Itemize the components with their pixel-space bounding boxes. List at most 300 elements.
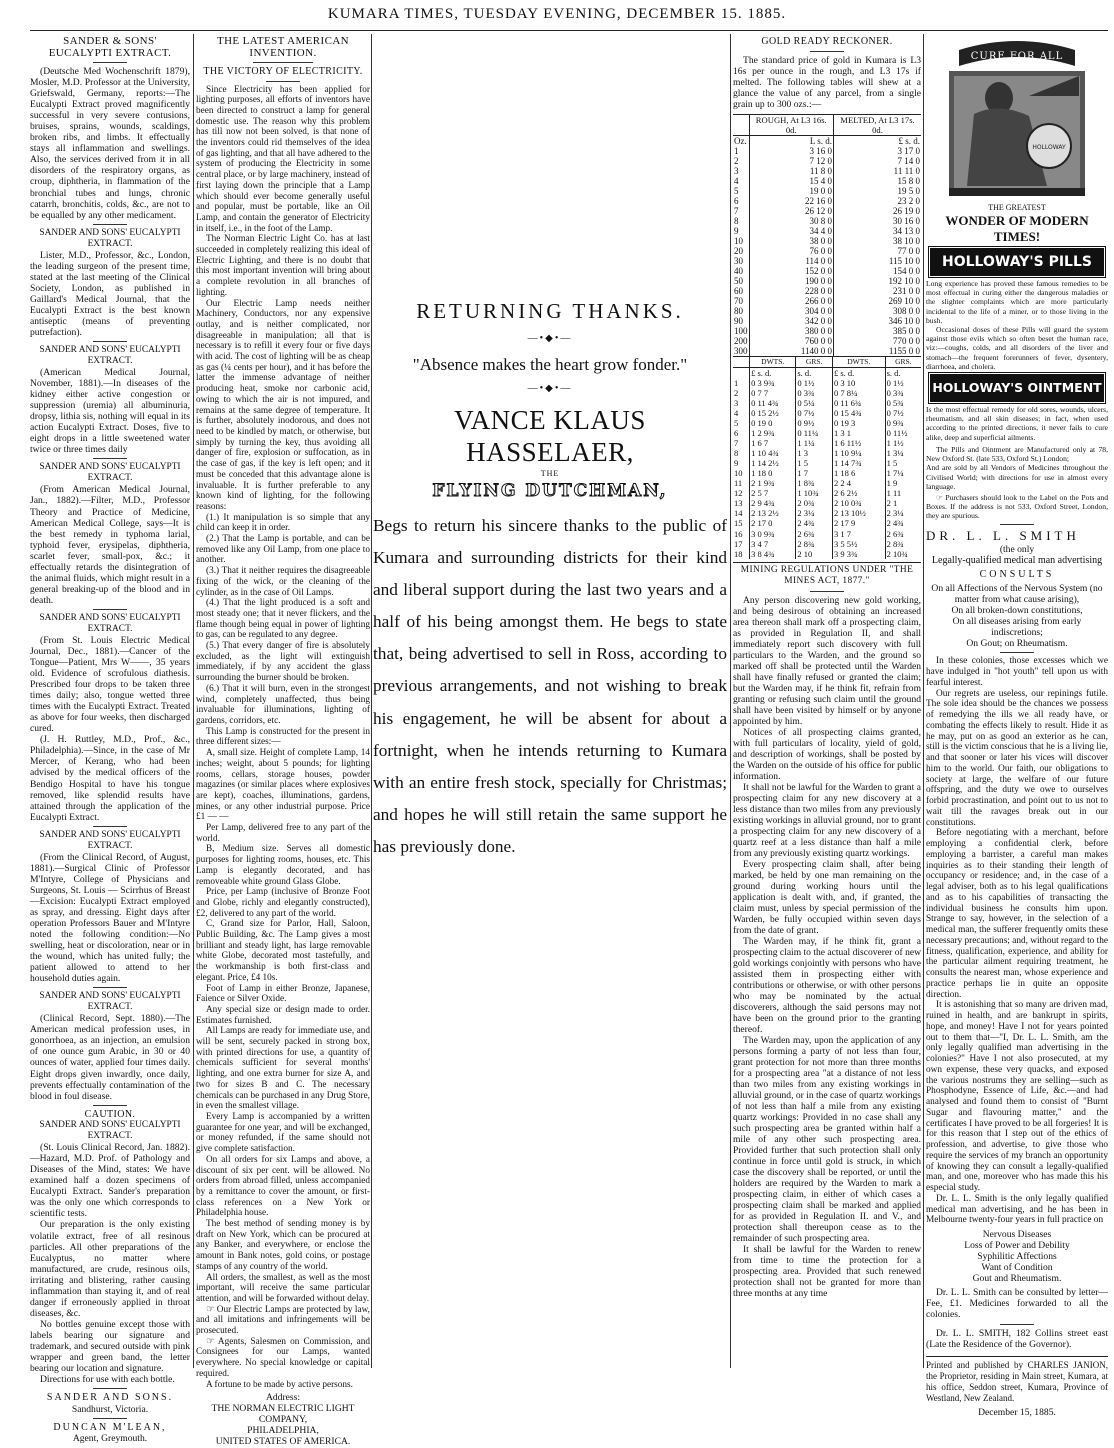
table-header (733, 356, 750, 367)
condition-item: Want of Condition (981, 1262, 1053, 1274)
value-cell: 1 14 2½ (750, 458, 796, 468)
oz-cell: 6 (734, 195, 739, 206)
dwt-cell: 13 (734, 498, 743, 509)
section-title: SANDER AND SONS' EUCALYPTI EXTRACT. (39, 612, 181, 634)
ornament-divider: —•◆•— (527, 383, 573, 394)
table-header (733, 367, 750, 378)
value-cell: 2 10¾ (885, 549, 921, 559)
value-cell: 1 5 (796, 458, 833, 468)
lamp-paragraph: This Lamp is constructed for the present in three different sizes:— (196, 726, 370, 748)
lamp-paragraph: Price, per Lamp (inclusive of Bronze Foot and Globe, richly and elegantly constructed), £2, delivered to any part of the world. (196, 887, 370, 919)
regulation-paragraph: Notices of all prospecting claims granted, with full particulars of locality, yield of gold, and description of workings, shall be posted by the Warden on the outside of his office for public information. (733, 726, 921, 782)
value-cell: 0 11 4¾ (750, 398, 796, 408)
oz-cell: 20 (734, 245, 743, 256)
rough-cell: 3 16 0 (749, 146, 834, 156)
section-text: (From St. Louis Electric Medical Journal, Dec., 1881).—Cancer of the Tongue—Patient, Mrs W——, 35 years old. Evidence of scrofulous diathesis. Prescribed four drops to be taken three times daily; also, tongue wetted three times with the Eucalypti Extract. Treated as above for four weeks, then discharged cured. (30, 634, 190, 735)
dwt-cell: 2 (734, 387, 739, 398)
table-row (733, 166, 921, 176)
oz-cell: 1 (734, 145, 739, 156)
lamp-subtitle: THE VICTORY OF ELECTRICITY. (203, 66, 363, 77)
oz-cell: 60 (734, 285, 743, 296)
rough-cell: 380 0 0 (749, 326, 834, 336)
consults-heading: CONSULTS (979, 568, 1055, 580)
value-cell: 0 15 2½ (750, 408, 796, 418)
rough-cell: 38 0 0 (749, 236, 834, 246)
value-cell: 0 19 0 (750, 418, 796, 428)
the-greatest: THE GREATEST (988, 203, 1046, 212)
lamp-paragraph: A fortune to be made by active persons. (206, 1379, 353, 1390)
firm-name: SANDER AND SONS. (46, 1392, 174, 1404)
consult-line: On all diseases arising from early indiscretions; (952, 616, 1082, 639)
thanks-quote: "Absence makes the heart grow fonder." (412, 355, 688, 374)
dwt-cell: 16 (734, 528, 743, 539)
melted-cell: 23 2 0 (834, 196, 922, 206)
table-header: GRS. (885, 356, 921, 367)
value-cell: 1 5 (885, 458, 921, 468)
column-electric-lamp (196, 35, 370, 1448)
value-cell: 2 1 (885, 498, 921, 508)
value-cell: 0 7½ (796, 408, 833, 418)
value-cell: 2 4¾ (885, 518, 921, 528)
regulation-paragraph: Every prospecting claim shall, after being marked, be held by one man remaining on the ground during working hours until the application is dealt with, and, if granted, the claim must, unless by special permission of the Warden, be fully occupied within seven days from the date of grant. (733, 858, 921, 936)
dwt-cell: 1 (734, 377, 739, 388)
rough-cell: 190 0 0 (749, 276, 834, 286)
divider (93, 609, 127, 610)
value-cell: 2 17 0 (750, 518, 796, 528)
value-cell: 2 9 4¾ (750, 498, 796, 508)
value-cell: 2 13 2½ (750, 508, 796, 518)
melted-cell: 154 0 0 (834, 266, 922, 276)
caution-paragraph: No bottles genuine except those with labels bearing our signature and trademark, and secured outside with pink wrapper and green band, the letter bearing our location and signature. (30, 1318, 190, 1375)
value-cell: 1 2 9¾ (750, 428, 796, 438)
table-row (733, 458, 921, 468)
table-row (733, 266, 921, 276)
section-text: (Clinical Record, Sept. 1880).—The American medical profession uses, in gonorrhoea, as an injection, an emulsion of one ounce gum Arabic, in 30 or 40 ounces of water, applied four times daily. Eight drops given inwardly, once daily, prevents effectually contamination of the blood in foul disease. (30, 1013, 190, 1102)
lamp-paragraph: B, Medium size. Serves all domestic purposes for lighting rooms, houses, etc. This Lamp is elegantly decorated, and has removeable white ground Glass Globe. (196, 844, 370, 887)
table-row (733, 346, 921, 356)
divider (266, 81, 300, 82)
oz-cell: 8 (734, 215, 739, 226)
cure-for-all-banner: CURE FOR ALL (970, 51, 1064, 62)
value-cell: 1 3 (796, 448, 833, 458)
value-cell: 0 19 3 (832, 418, 885, 428)
ornament-divider: —•◆•— (527, 333, 573, 344)
section-title: SANDER AND SONS' EUCALYPTI EXTRACT. (39, 345, 181, 367)
ounces-table (733, 114, 921, 356)
table-row (733, 468, 921, 478)
value-cell: 2 5 7 (750, 488, 796, 498)
table-row (733, 438, 921, 448)
eucalypti-paragraph: (Deutsche Med Wochenschrift 1879), Mosler, M.D. Professor at the University, Griefswald, Germany, reports:—The Eucalypti Extract proved magnificently successful in very severe contusions, bruises, sprains, wounds, scaldings, broken ribs, and limbs. It effectually stays all inflammation and swellings. Also, the services derived from it in all disorders of the respiratory organs, as croup, diphtheria, in flammation of the bronchial tubes and lungs, chronic catarrh, bronchitis, colds, &c., are not to be equalled by any other medicament. (30, 66, 190, 221)
value-cell: 2 8¾ (885, 539, 921, 549)
value-cell: 1 18 6 (832, 468, 885, 478)
lsd-header: L s. d. (749, 135, 834, 146)
value-cell: 0 1½ (885, 378, 921, 388)
table-row (733, 196, 921, 206)
value-cell: 0 3¾ (796, 388, 833, 398)
divider (1000, 524, 1034, 525)
lamp-paragraph: Per Lamp, delivered free to any part of the world. (196, 823, 370, 844)
table-header: DWTS. (750, 356, 796, 367)
condition-item: Loss of Power and Debility (964, 1240, 1070, 1252)
melted-cell: 3 17 0 (834, 146, 922, 156)
melted-cell: 30 16 0 (834, 216, 922, 226)
lamp-paragraph: Since Electricity has been applied for lighting purposes, all efforts of inventors have been directed to construct a lamp for general domestic use. The reason why this problem has till now not been solved, is that none of the inventors could rid themselves of the idea of gas lighting, and that all have adhered to the system of producing the Electricity in some central place, or by large machinery, instead of first laying down the principle that a Lamp which should ever become generally useful and popular, must be portable, like an Oil Lamp, and contain the generator of Electricity in itself, i.e., in the foot of the Lamp. (196, 84, 370, 234)
rough-cell: 342 0 0 (749, 316, 834, 326)
table-row (733, 408, 921, 418)
divider (810, 51, 844, 52)
column-eucalypti (30, 35, 190, 1445)
caution-title: SANDER AND SONS' EUCALYPTI EXTRACT. (39, 1120, 181, 1142)
holloways-pills-banner: HOLLOWAY'S PILLS (930, 248, 1104, 276)
value-cell: 2 13 10½ (832, 508, 885, 518)
column-divider (193, 34, 194, 1368)
value-cell: 1 6 11½ (832, 438, 885, 448)
masthead: KUMARA TIMES, TUESDAY EVENING, DECEMBER 15. 1885. (327, 6, 787, 22)
value-cell: 1 18 0 (750, 468, 796, 478)
value-cell: 2 6¾ (885, 529, 921, 539)
conditions-list (926, 1229, 1108, 1284)
value-cell: 1 3 1 (832, 428, 885, 438)
value-cell: 1 14 7¾ (832, 458, 885, 468)
value-cell: 1 10 9¼ (832, 448, 885, 458)
dwt-cell: 3 (734, 397, 739, 408)
reckoner-intro: The standard price of gold in Kumara is L3 16s per ounce in the rough, and L3 17s if melted. The following tables will shew at a glance the value of any parcel, from a single grain up to 300 ozs.:— (733, 54, 921, 110)
value-cell: 1 8¾ (796, 478, 833, 488)
value-cell: 2 10 0¾ (832, 498, 885, 508)
holloway-logo-illustration (929, 36, 1105, 201)
oz-cell: 2 (734, 155, 739, 166)
condition-item: Gout and Rheumatism. (972, 1273, 1062, 1285)
lamp-title: THE LATEST AMERICAN INVENTION. (216, 35, 350, 59)
value-cell: 3 5 5½ (832, 539, 885, 549)
caution-heading: CAUTION. (84, 1108, 136, 1120)
lamp-paragraph: A, small size. Height of complete Lamp, 14 inches; weight, about 5 pounds; for lighting rooms, cellars, storage houses, powder magazines (or similar places where explosives are kept), coaches, illuminations, gardens, mines, or any other industrial purpose. Price £1 — — (196, 748, 370, 823)
caution-paragraph: (St. Louis Clinical Record, Jan. 1882).—Hazard, M.D. Prof. of Pathology and Diseases of the Mind, states: We have examined half a dozen specimens of Eucalypti Extract. Sander's preparation was the only one which corresponds to scientific tests. (30, 1142, 190, 1220)
lamp-paragraph: The Norman Electric Light Co. has at last succeeded in completely realizing this ideal of Electric Lighting, and there is no doubt that this most important invention will bring about a complete revolution in all branches of lighting. (196, 234, 370, 298)
rough-cell: 304 0 0 (749, 306, 834, 316)
rough-header: ROUGH, At L3 16s. 0d. (749, 114, 834, 135)
rough-cell: 76 0 0 (749, 246, 834, 256)
sold-notice: And are sold by all Vendors of Medicines throughout the Civilised World; with directions for use in almost every language. (926, 463, 1108, 491)
eucalypti-intro (30, 66, 190, 221)
divider (93, 1105, 127, 1106)
consult-line: On Gout; on Rheumatism. (966, 638, 1068, 650)
melted-cell: 115 10 0 (834, 256, 922, 266)
condition-item: Nervous Diseases (982, 1229, 1052, 1241)
regulation-paragraph: The Warden may, if he think fit, grant a prospecting claim to the actual discoverer of new gold workings conjointly with persons who have assisted them in prospecting either with contributions or otherwise, or with other persons who may be nominated by the actual discoverers, although the said persons may not have been on the ground prior to the granting thereof. (733, 935, 921, 1035)
regulation-paragraph: It shall be lawful for the Warden to renew from time to time the protection for a prospecting area. Provided that such renewed protection shall not be granted for more than three months at any time (733, 1243, 921, 1299)
agent-name: DUNCAN M'LEAN, (53, 1421, 167, 1433)
lamp-paragraph: (6.) That it will burn, even in the strongest wind, completely unaffected, thus being invaluable for illuminations, lighting of gardens, corridors, etc. (196, 683, 370, 726)
table-row (733, 226, 921, 236)
oz-cell: 50 (734, 275, 743, 286)
table-subheader: £ s. d. (750, 367, 796, 378)
rough-cell: 266 0 0 (749, 296, 834, 306)
divider (93, 62, 127, 63)
the-label: THE (540, 469, 560, 478)
table-row (733, 529, 921, 539)
divider (93, 458, 127, 459)
value-cell: 2 6 2½ (832, 488, 885, 498)
divider (93, 1388, 127, 1389)
dwt-cell: 5 (734, 418, 739, 429)
oz-cell: 10 (734, 235, 743, 246)
value-cell: 0 1½ (796, 378, 833, 388)
table-row (733, 276, 921, 286)
lamp-paragraph: On all orders for six Lamps and above, a discount of six per cent. will be allowed. No orders from abroad filled, unless accompanied by a remittance to cover the amount, or first-class references on a New York or Philadelphia house. (196, 1154, 370, 1219)
condition-item: Syphilitic Affections (977, 1251, 1057, 1263)
mining-title: MINING REGULATIONS UNDER "THE MINES ACT, 1877." (733, 562, 921, 588)
value-cell: 0 3 9¾ (750, 378, 796, 388)
table-header: GRS. (796, 356, 833, 367)
value-cell: 1 6 7 (750, 438, 796, 448)
table-subheader: s. d. (796, 367, 833, 378)
value-cell: 0 11 6¾ (832, 398, 885, 408)
merchant-nickname: FLYING DUTCHMAN, (432, 481, 668, 501)
table-row (733, 186, 921, 196)
value-cell: 3 8 4¾ (750, 549, 796, 559)
table-row (733, 488, 921, 498)
table-row (733, 176, 921, 186)
rough-cell: 15 4 0 (749, 176, 834, 186)
value-cell: 0 7 7 (750, 388, 796, 398)
wonder-headline: WONDER OF MODERN TIMES! (945, 213, 1089, 245)
melted-cell: 15 8 0 (834, 176, 922, 186)
merchant-name: VANCE KLAUS HASSELAER, (454, 405, 646, 467)
dwt-cell: 12 (734, 488, 743, 499)
dwt-cell: 7 (734, 438, 739, 449)
oz-cell: 90 (734, 315, 743, 326)
oz-cell: 70 (734, 295, 743, 306)
firm-location: Sandhurst, Victoria. (71, 1403, 149, 1415)
dwt-cell: 11 (734, 478, 743, 489)
purchasers-notice: ☞ Purchasers should look to the Label on the Pots and Boxes. If the address is not 533, Oxford Street, London, they are spurious. (926, 492, 1108, 521)
lamp-paragraph: Any special size or design made to order. Estimates furnished. (196, 1004, 370, 1026)
table-row (733, 508, 921, 518)
melted-cell: 34 13 0 (834, 226, 922, 236)
value-cell: 0 5¾ (885, 398, 921, 408)
value-cell: 0 9½ (796, 418, 833, 428)
melted-cell: 385 0 0 (834, 326, 922, 336)
eucalypti-sections (30, 224, 190, 1102)
fee-notice: Dr. L. L. Smith can be consulted by letter—Fee, £1. Medicines forwarded to all the colonies. (926, 1287, 1108, 1321)
dr-smith-paragraph: It is astonishing that so many are driven mad, ruined in health, and are bankrupt in spirits, hope, and money! Have I not for years pointed out to them that—"I, Dr. L. L. Smith, am the only legally qualified man advertising in the colonies?" Have I not also prosecuted, at my own expense, these very quacks, and exposed the various nostrums they are selling—such as Phosphodyne, Essence of Life, &c.—and had analysed and found them to consist of "Burnt Sugar and flavouring matter," and the certificates I have proved to be all forgeries! It is for this reason that I step out of the ethics of profession, and advertise, to give those who require the services of my branch an opportunity of knowing they can consult a legally-qualified man, and one, moreover who has made this his especial study. (926, 1000, 1108, 1194)
table-row (733, 286, 921, 296)
table-row (733, 156, 921, 166)
dr-smith-title: DR. L. L. SMITH (926, 527, 1080, 543)
lamp-paragraph: ☞ Agents, Salesmen on Commission, and Consignees for our Lamps, wanted everywhere. No special knowledge or capital required. (196, 1336, 370, 1379)
melted-cell: 19 5 0 (834, 186, 922, 196)
table-row (733, 296, 921, 306)
table-row (733, 246, 921, 256)
dwt-cell: 9 (734, 458, 739, 469)
value-cell: 2 3¼ (885, 508, 921, 518)
lamp-paragraph: ☞ Our Electric Lamps are protected by law, and all imitations and infringements will be prosecuted. (196, 1304, 370, 1337)
column-divider (730, 34, 731, 1368)
issue-date: December 15, 1885. (978, 1406, 1056, 1418)
divider (93, 1418, 127, 1419)
address-line: PHILADELPHIA, (247, 1425, 319, 1437)
lamp-paragraph: (5.) That every danger of fire is absolutely excluded, as the light will extinguish immediately, if by any accident the glass surrounding the burner should be broken. (196, 641, 370, 684)
holloway-seal-text: HOLLOWAY (1032, 144, 1066, 151)
mining-regulations (733, 595, 921, 1299)
lamp-paragraph: (3.) That it neither requires the disagreeable fixing of the wick, or the cleaning of the cylinder, as in the case of Oil Lamps. (196, 566, 370, 598)
dwts-table (733, 356, 921, 559)
table-row (733, 418, 921, 428)
dwt-cell: 6 (734, 428, 739, 439)
rough-cell: 760 0 0 (749, 336, 834, 346)
table-row (733, 539, 921, 549)
rough-cell: 152 0 0 (749, 266, 834, 276)
agent-location: Agent, Greymouth. (72, 1433, 148, 1445)
thanks-title: RETURNING THANKS. (416, 299, 684, 323)
value-cell: 3 9 3¾ (832, 549, 885, 559)
value-cell: 1 10 4¾ (750, 448, 796, 458)
pills-description-2: Occasional doses of these Pills will guard the system against those evils which so often beset the human race, viz:—coughs, colds, and all disorders of the liver and stomach—the frequent forerunners of fever, dysentery, diarrhoea, and cholera. (926, 325, 1108, 371)
melted-cell: 1155 0 0 (834, 346, 922, 356)
melted-header: MELTED, At L3 17s. 0d. (834, 114, 922, 135)
rough-cell: 114 0 0 (749, 256, 834, 266)
section-text: (American Medical Journal, November, 1881).—In diseases of the kidney either active congestion or suppression (uremia) all albuminuria, dropsy, lithia sis, nothing will equal in its action Eucalypti Extract. Doses, five to eight drops in a little sweetened water twice or three times daily (30, 367, 190, 456)
address-label: Address: (265, 1392, 301, 1404)
top-rule (30, 30, 1108, 31)
value-cell: 2 3¼ (796, 508, 833, 518)
table-row (733, 146, 921, 156)
rough-cell: 1140 0 0 (749, 346, 834, 356)
value-cell: 0 3 10 (832, 378, 885, 388)
value-cell: 2 17 9 (832, 518, 885, 528)
oz-header: Oz. (734, 135, 747, 146)
dr-smith-subtitle: (the only (999, 543, 1035, 555)
section-text: Lister, M.D., Professor, &c., London, the leading surgeon of the present time, stated at the last meeting of the Clinical Society, London, as published in Gaillard's Medical Journal, that the Eucalypti Extract is the best known antiseptic (means of preventing putrefaction). (30, 249, 190, 338)
value-cell: 1 11 (885, 488, 921, 498)
table-row (733, 236, 921, 246)
divider (93, 224, 127, 225)
value-cell: 3 1 7 (832, 529, 885, 539)
thanks-body: Begs to return his sincere thanks to the public of Kumara and surrounding districts for their kind and liberal support during the last two years and a half of his being amongst them. He begs to state that, being advertised to sell in Ross, according to previous arrangements, and not wishing to break his engagement, he will be absent for about a fortnight, when he intends returning to Kumara with an entire fresh stock, specially for Christmas; and hopes he will still retain the same support he has previously done. (373, 516, 727, 856)
consult-list (926, 583, 1108, 649)
dr-smith-subtitle-2: Legally-qualified medical man advertising (931, 554, 1103, 566)
value-cell: 2 10 (796, 549, 833, 559)
value-cell: 0 7 8¼ (832, 388, 885, 398)
column-returning-thanks (373, 36, 727, 1366)
divider (1000, 652, 1034, 653)
value-cell: 1 1¼ (796, 438, 833, 448)
column-divider (923, 34, 924, 1368)
rough-cell: 30 8 0 (749, 216, 834, 226)
divider (810, 591, 844, 592)
lsd-header: £ s. d. (834, 135, 922, 146)
table-row (733, 448, 921, 458)
column-gold-reckoner (733, 36, 921, 1366)
table-row (733, 549, 921, 559)
oz-cell: 3 (734, 165, 739, 176)
divider (93, 987, 127, 988)
consult-line: On all Affections of the Nervous System (no matter from what cause arising), (931, 583, 1103, 606)
ointment-description: Is the most effectual remedy for old sores, wounds, ulcers, rheumatism, and all skin diseases; in fact, when used according to the printed directions, it never fails to cure alike, deep and superficial ailments. (926, 405, 1108, 442)
lamp-paragraph: C, Grand size for Parlor, Hall, Saloon, Public Building, &c. The Lamp gives a most brilliant and steady light, has large removable white Globe, decorated most tastefully, and the workmanship is both first-class and elegant. Price, £4 10s. (196, 919, 370, 983)
dr-smith-paragraph: Dr. L. L. Smith is the only legally qualified medical man advertising, and he has been in Melbourne twenty-four years in full practice on (926, 1193, 1108, 1226)
regulation-paragraph: Any person discovering new gold working, and being desirous of obtaining an increased area thereon shall mark off a prospecting claim, as provided in Regulation II, and shall immediately report such discovery with full particulars to the Warden, and the ground so marked off shall be protected until the Warden shall have finally refused or granted the claim; but the Warden may, if he think fit, refrain from granting or refusing such claim until the ground shall have been visited by himself or by anyone appointed by him. (733, 594, 921, 727)
table-row (733, 316, 921, 326)
lamp-paragraph: (4.) That the light produced is a soft and most steady one; that it never flickers, and the flame though being equal in power of lighting to gas, can be regulated to any degree. (196, 598, 370, 641)
dwt-cell: 14 (734, 508, 743, 519)
melted-cell: 346 10 0 (834, 316, 922, 326)
dr-smith-paragraph: Our regrets are useless, our repinings futile. The sole idea should be the chances we possess of remedying the ills we all ready have, or combating the effects likely to result. Hide it as he may, put on as good an exterior as he can, still is the victim conscious that he is a living lie, and that sooner or later his vices will discover him to the world. Our faith, our obligations to society at large, the welfare of our future offspring, and the duty we owe to ourselves forbid procrastination, and point out to us not to wait till the ravages break out in our constitutions. (926, 688, 1108, 828)
table-row (733, 428, 921, 438)
dwt-cell: 15 (734, 518, 743, 529)
value-cell: 2 0¾ (796, 498, 833, 508)
melted-cell: 77 0 0 (834, 246, 922, 256)
table-row (733, 398, 921, 408)
table-row (733, 326, 921, 336)
divider (93, 826, 127, 827)
printer-notice: Printed and published by CHARLES JANION, the Proprietor, residing in Main street, Kumara, at his office, Seddon street, Kumara, Province of Westland, New Zealand. (926, 1359, 1108, 1403)
dr-smith-paragraph: In these colonies, those excesses which we have indulged in "hot youth" tell upon us with fearful interest. (926, 656, 1108, 688)
melted-cell: 7 14 0 (834, 156, 922, 166)
oz-cell: 300 (734, 345, 748, 356)
melted-cell: 192 10 0 (834, 276, 922, 286)
value-cell: 0 3¾ (885, 388, 921, 398)
table-header: DWTS. (832, 356, 885, 367)
divider (1000, 1324, 1034, 1325)
section-title: SANDER AND SONS' EUCALYPTI EXTRACT. (39, 227, 181, 249)
table-row (733, 378, 921, 388)
pills-description: Long experience has proved these famous remedies to be most effectual in curing either the dangerous maladies or the slighter complaints which are more particularly incidental to the life of a miner, or to those living in the bush. (926, 279, 1108, 325)
value-cell: 2 6¾ (796, 529, 833, 539)
dr-smith-address: Dr. L. L. SMITH, 182 Collins street east (Late the Residence of the Governor). (926, 1327, 1108, 1350)
address-line: THE NORMAN ELECTRIC LIGHT COMPANY, (211, 1403, 355, 1426)
lamp-paragraph: Every Lamp is accompanied by a written guarantee for one year, and will be exchanged, or money refunded, if the same should not give complete satisfaction. (196, 1112, 370, 1155)
table-subheader: s. d. (885, 367, 921, 378)
value-cell: 1 7 (796, 468, 833, 478)
dwt-cell: 8 (734, 448, 739, 459)
oz-cell: 100 (734, 325, 748, 336)
rough-cell: 11 8 0 (749, 166, 834, 176)
value-cell: 1 3¼ (885, 448, 921, 458)
oz-cell: 200 (734, 335, 748, 346)
rough-cell: 228 0 0 (749, 286, 834, 296)
regulation-paragraph: It shall not be lawful for the Warden to grant a prospecting claim for any new discovery at a less distance than two miles from any previously existing workings in alluvial ground, nor to grant a prospecting claim for any new discovery of a quartz reef at a less distance than half a mile from any previously existing quartz workings. (733, 781, 921, 859)
table-row (733, 256, 921, 266)
column-holloway (926, 36, 1109, 1418)
value-cell: 3 0 9¾ (750, 529, 796, 539)
oz-cell: 5 (734, 185, 739, 196)
table-row (733, 388, 921, 398)
section-text: (From American Medical Journal, Jan., 1882).—Filter, M.D., Professor Theory and Practice of Medicine, American Medical College, says—It is the best remedy in typhoma larial, typhoid fever, erysipelas, diphtheria, scarlet fever, small-pox, &c.; it effectually retards the disintegration of the animal fluids, which might result in a general breaking-up of the blood and in death. (30, 484, 190, 606)
divider (253, 62, 313, 63)
melted-cell: 38 10 0 (834, 236, 922, 246)
table-subheader: £ s. d. (832, 367, 885, 378)
lamp-body (196, 85, 370, 1391)
value-cell: 2 1 9¾ (750, 478, 796, 488)
section-title: SANDER AND SONS' EUCALYPTI EXTRACT. (39, 462, 181, 484)
caution-paragraph: Our preparation is the only existing volatile extract, free of all resinous particles. All other preparations of the Eucalyptus, no matter where manufactured, are crude, resinous oils, irritating and blistering, rather causing inflammation than staying it, and of real danger if erroneously applied in throat diseases, &c. (30, 1219, 190, 1319)
rough-cell: 22 16 0 (749, 196, 834, 206)
oz-cell: 30 (734, 255, 743, 266)
lamp-paragraph: The best method of sending money is by draft on New York, which can be procured at any Banker, and everywhere, or enclose the amount in Bank notes, gold coins, or postage stamps of any country of the world. (196, 1219, 370, 1272)
holloways-ointment-banner: HOLLOWAY'S OINTMENT (930, 374, 1104, 402)
melted-cell: 308 0 0 (834, 306, 922, 316)
dr-smith-paragraph: Before negotiating with a merchant, before employing a confidential clerk, before employing a barrister, a careful man makes inquiries as to their standing their length of occupancy or residence; and, in the case of a legal adviser, both as to his legal qualifications and as to his capabilities of transacting the individual business he consults him upon. Strange to say, however, in the selection of a medical man, the sufferer frequently omits these necessary precautions; and, without regard to the fitness, qualification, experience, and ability for the particular ailment requiring treatment, he consults the nearest man, whose experience and practice perhaps lie in quite an opposite direction. (926, 828, 1109, 1000)
caution-paragraph: Directions for use with each bottle. (40, 1374, 175, 1386)
table-row (733, 216, 921, 226)
oz-cell: 4 (734, 175, 739, 186)
caution-text (30, 1142, 190, 1385)
value-cell: 2 2 4 (832, 478, 885, 488)
oz-cell: 40 (734, 265, 743, 276)
